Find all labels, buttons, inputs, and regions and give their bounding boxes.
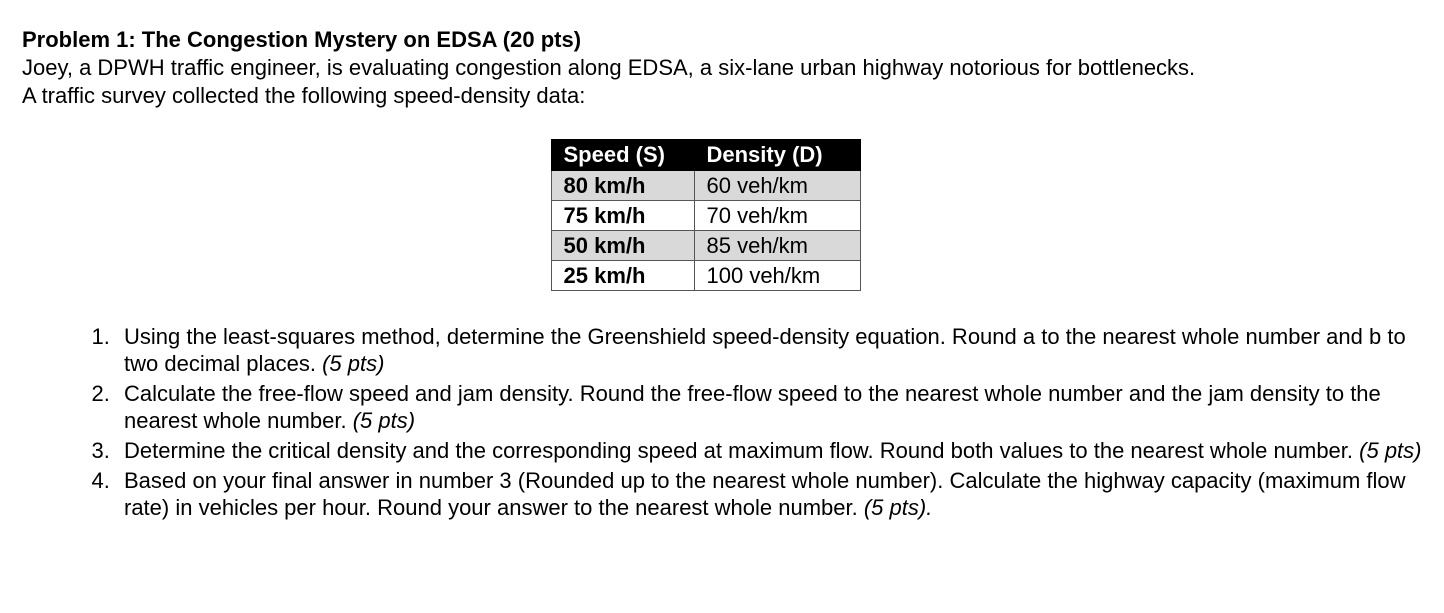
- cell-density: 100 veh/km: [694, 261, 860, 291]
- cell-speed: 25 km/h: [551, 261, 694, 291]
- cell-density: 60 veh/km: [694, 171, 860, 201]
- questions-list: [22, 323, 1432, 521]
- table-row: [551, 261, 860, 291]
- list-item: [116, 437, 1432, 464]
- problem-intro-line-2: A traffic survey collected the following speed-density data:: [22, 83, 586, 108]
- question-text: Calculate the free-flow speed and jam density. Round the free-flow speed to the nearest whole number and the jam density to the nearest whole number.: [124, 381, 1381, 433]
- data-table-container: [22, 139, 1432, 291]
- table-row: [551, 231, 860, 261]
- problem-title: Problem 1: The Congestion Mystery on EDSA (20 pts): [22, 27, 582, 52]
- question-points: (5 pts).: [863, 495, 933, 520]
- table-row: [551, 171, 860, 201]
- problem-intro-line-1: Joey, a DPWH traffic engineer, is evaluating congestion along EDSA, a six-lane urban highway notorious for bottlenecks.: [22, 55, 1196, 80]
- question-text: Using the least-squares method, determine the Greenshield speed-density equation. Round a to the nearest whole number and b to two decimal places.: [124, 324, 1406, 376]
- list-item: [116, 467, 1432, 521]
- question-points: (5 pts): [322, 351, 385, 376]
- question-points: (5 pts): [1359, 438, 1422, 463]
- header-density: Density (D): [694, 140, 860, 171]
- cell-speed: 75 km/h: [551, 201, 694, 231]
- question-text: Determine the critical density and the corresponding speed at maximum flow. Round both values to the nearest whole number.: [124, 438, 1360, 463]
- speed-density-table: [551, 139, 861, 291]
- list-item: [116, 380, 1432, 434]
- cell-density: 70 veh/km: [694, 201, 860, 231]
- question-text: Based on your final answer in number 3 (Rounded up to the nearest whole number). Calculate the highway capacity (maximum flow rate) in vehicles per hour. Round your answer to the nearest whole number.: [124, 468, 1406, 520]
- cell-density: 85 veh/km: [694, 231, 860, 261]
- question-points: (5 pts): [352, 408, 416, 433]
- table-row: [551, 201, 860, 231]
- list-item: [116, 323, 1432, 377]
- header-speed: Speed (S): [551, 140, 694, 171]
- cell-speed: 50 km/h: [551, 231, 694, 261]
- document-page: [22, 26, 1432, 524]
- cell-speed: 80 km/h: [551, 171, 694, 201]
- table-header-row: [551, 140, 860, 171]
